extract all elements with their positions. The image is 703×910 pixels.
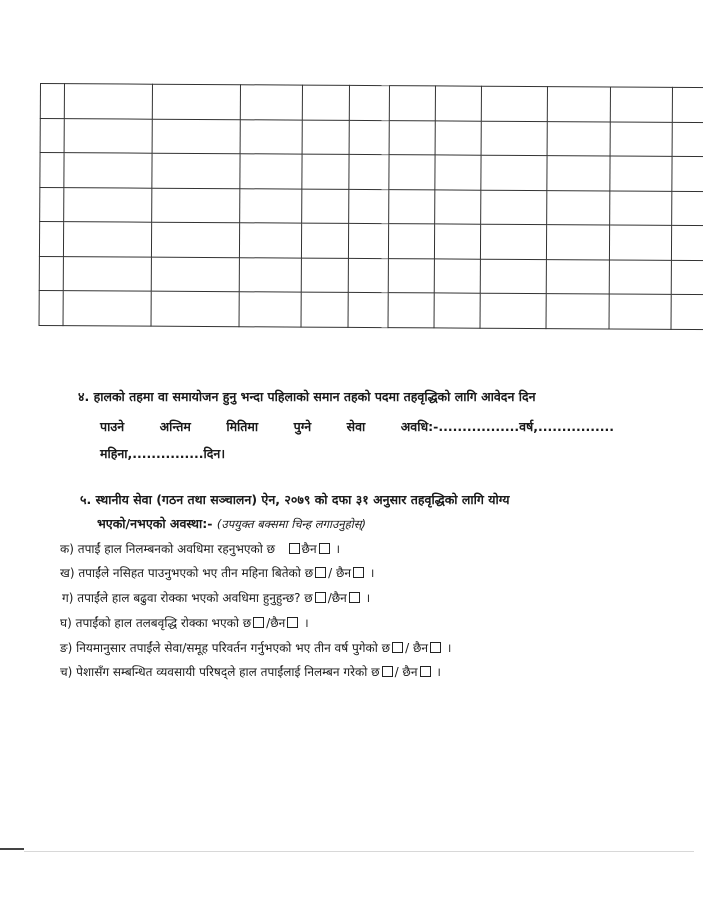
yes-checkbox[interactable] bbox=[315, 592, 326, 603]
option-item bbox=[62, 591, 370, 605]
no-checkbox[interactable] bbox=[319, 543, 330, 554]
option-item bbox=[60, 616, 309, 630]
option-item bbox=[60, 566, 374, 580]
table-cell[interactable] bbox=[349, 189, 389, 224]
table-cell[interactable] bbox=[671, 226, 703, 261]
table-cell[interactable] bbox=[435, 190, 481, 225]
table-cell[interactable] bbox=[63, 291, 151, 326]
table-cell[interactable] bbox=[64, 118, 152, 153]
option-label: ङ) bbox=[60, 641, 73, 655]
option-text: पेशासँग सम्बन्धित व्यवसायी परिषद्ले हाल तपाईंलाई निलम्बन गरेको छ bbox=[76, 665, 380, 679]
table-cell[interactable] bbox=[609, 225, 671, 260]
table-cell[interactable] bbox=[151, 292, 239, 327]
table-row bbox=[40, 84, 703, 123]
table-cell[interactable] bbox=[610, 191, 672, 226]
table-cell[interactable] bbox=[480, 259, 546, 294]
table-cell[interactable] bbox=[40, 153, 64, 188]
option-end: । bbox=[369, 566, 375, 580]
option-end: । bbox=[436, 665, 441, 679]
table-row bbox=[40, 153, 703, 192]
no-checkbox[interactable] bbox=[287, 617, 298, 628]
option-text: तपाईंको हाल तलबवृद्धि रोक्का भएको छ bbox=[75, 616, 252, 630]
table-cell[interactable] bbox=[64, 187, 152, 222]
table-cell[interactable] bbox=[349, 155, 389, 190]
q5-status-label: भएको/नभएको अवस्था:- bbox=[97, 516, 213, 531]
q5-text: स्थानीय सेवा (गठन तथा सञ्चालन) ऐन, २०७९ को दफा ३१ अनुसार तहवृद्धिको लागि योग्य bbox=[95, 492, 510, 507]
blank-record-table bbox=[39, 83, 703, 330]
table-cell[interactable] bbox=[39, 222, 63, 257]
option-item bbox=[60, 665, 441, 679]
table-cell[interactable] bbox=[301, 258, 348, 293]
option-end: । bbox=[446, 641, 452, 655]
table-cell[interactable] bbox=[40, 187, 64, 222]
no-label: / छैन bbox=[394, 665, 418, 679]
table-cell[interactable] bbox=[151, 222, 239, 257]
table-cell[interactable] bbox=[40, 84, 64, 119]
scan-edge-shadow bbox=[24, 851, 694, 852]
table-cell[interactable] bbox=[152, 188, 240, 223]
table-cell[interactable] bbox=[434, 293, 480, 328]
table-cell[interactable] bbox=[152, 153, 240, 188]
yes-checkbox[interactable] bbox=[253, 617, 264, 628]
table-cell[interactable] bbox=[481, 190, 547, 225]
q4-word: मितिमा bbox=[226, 419, 259, 434]
table-row bbox=[40, 118, 703, 157]
q4-line2 bbox=[100, 419, 614, 434]
option-label: ख) bbox=[60, 566, 75, 580]
table-row bbox=[39, 291, 703, 330]
table-cell[interactable] bbox=[240, 188, 302, 223]
table-cell[interactable] bbox=[546, 225, 609, 260]
table-cell[interactable] bbox=[349, 85, 389, 120]
table-cell[interactable] bbox=[301, 292, 348, 327]
option-end: । bbox=[304, 616, 309, 630]
table-cell[interactable] bbox=[239, 292, 301, 327]
table-cell[interactable] bbox=[63, 222, 151, 257]
table-cell[interactable] bbox=[672, 122, 703, 157]
no-checkbox[interactable] bbox=[353, 567, 364, 578]
q5-number: ५. bbox=[80, 492, 92, 507]
table-cell[interactable] bbox=[389, 120, 435, 155]
table-cell[interactable] bbox=[610, 122, 672, 157]
option-item bbox=[60, 542, 340, 556]
table-cell[interactable] bbox=[671, 260, 703, 295]
q4-service-duration-blank[interactable]: अवधि:-.................वर्ष,................ bbox=[400, 419, 614, 434]
table-cell[interactable] bbox=[434, 224, 480, 259]
table-cell[interactable] bbox=[39, 291, 63, 326]
scan-edge-line bbox=[0, 848, 24, 850]
table-cell[interactable] bbox=[609, 294, 671, 329]
q4-word: पुग्ने bbox=[293, 419, 312, 434]
table-cell[interactable] bbox=[609, 260, 671, 295]
table-cell[interactable] bbox=[240, 154, 302, 189]
table-cell[interactable] bbox=[435, 86, 481, 121]
table-cell[interactable] bbox=[672, 87, 703, 122]
table-cell[interactable] bbox=[39, 256, 63, 291]
table-row bbox=[39, 256, 703, 295]
table-cell[interactable] bbox=[349, 120, 389, 155]
q5-hint: (उपयुक्त बक्समा चिन्ह लगाउनुहोस्) bbox=[216, 517, 367, 531]
no-checkbox[interactable] bbox=[430, 642, 441, 653]
table-cell[interactable] bbox=[240, 85, 302, 120]
table-cell[interactable] bbox=[547, 121, 610, 156]
table-cell[interactable] bbox=[481, 86, 547, 121]
table-cell[interactable] bbox=[388, 293, 434, 328]
table-cell[interactable] bbox=[389, 86, 435, 121]
no-checkbox[interactable] bbox=[420, 666, 431, 677]
q4-word: पाउने bbox=[100, 419, 125, 434]
yes-checkbox[interactable] bbox=[392, 642, 403, 653]
table-cell[interactable] bbox=[547, 156, 610, 191]
yes-checkbox[interactable] bbox=[382, 666, 393, 677]
no-label: छैन bbox=[301, 542, 317, 556]
q4-line3[interactable]: महिना,...............दिन। bbox=[100, 446, 226, 461]
table-cell[interactable] bbox=[152, 84, 240, 119]
table-cell[interactable] bbox=[152, 119, 240, 154]
table-cell[interactable] bbox=[672, 191, 703, 226]
option-text: तपाईं हाल निलम्बनको अवधिमा रहनुभएको छ bbox=[77, 542, 276, 556]
table-cell[interactable] bbox=[547, 190, 610, 225]
no-label: /छैन bbox=[327, 591, 347, 605]
option-end: । bbox=[365, 591, 371, 605]
q4-text: हालको तहमा वा समायोजन हुनु भन्दा पहिलाको समान तहको पदमा तहवृद्धिको लागि आवेदन दिन bbox=[93, 389, 536, 404]
table-cell[interactable] bbox=[302, 85, 349, 120]
option-label: घ) bbox=[60, 616, 72, 630]
option-text: तपाईंले नसिहत पाउनुभएको भए तीन महिना बितेको छ bbox=[78, 566, 314, 580]
table-cell[interactable] bbox=[480, 224, 546, 259]
no-label: / छैन bbox=[328, 566, 352, 580]
table-row bbox=[40, 187, 703, 226]
q4-line1 bbox=[78, 389, 536, 404]
table-cell[interactable] bbox=[610, 87, 672, 122]
table-cell[interactable] bbox=[388, 224, 434, 259]
q4-word: सेवा bbox=[346, 419, 366, 434]
table-cell[interactable] bbox=[63, 256, 151, 291]
table-cell[interactable] bbox=[151, 257, 239, 292]
table-row bbox=[39, 222, 703, 261]
table-cell[interactable] bbox=[301, 223, 348, 258]
table-cell[interactable] bbox=[546, 294, 609, 329]
option-end: । bbox=[335, 542, 341, 556]
table-cell[interactable] bbox=[610, 156, 672, 191]
table-cell[interactable] bbox=[348, 293, 388, 328]
option-label: च) bbox=[60, 665, 73, 679]
table-cell[interactable] bbox=[435, 120, 481, 155]
yes-checkbox[interactable] bbox=[289, 543, 300, 554]
option-text: तपाईंले हाल बढुवा रोक्का भएको अवधिमा हुनुहुन्छ? छ bbox=[77, 591, 313, 605]
no-checkbox[interactable] bbox=[349, 592, 360, 603]
table-cell[interactable] bbox=[239, 258, 301, 293]
table-cell[interactable] bbox=[435, 155, 481, 190]
yes-checkbox[interactable] bbox=[315, 567, 326, 578]
table-cell[interactable] bbox=[64, 153, 152, 188]
table-cell[interactable] bbox=[434, 259, 480, 294]
q4-word: अन्तिम bbox=[159, 419, 191, 434]
table-cell[interactable] bbox=[348, 224, 388, 259]
table-cell[interactable] bbox=[389, 189, 435, 224]
no-label: / छैन bbox=[405, 641, 429, 655]
table-cell[interactable] bbox=[302, 154, 349, 189]
table-cell[interactable] bbox=[672, 156, 703, 191]
table-cell[interactable] bbox=[240, 119, 302, 154]
q5-line2 bbox=[97, 516, 366, 532]
table-cell[interactable] bbox=[64, 84, 152, 119]
table-cell[interactable] bbox=[546, 259, 609, 294]
option-label: ग) bbox=[62, 591, 74, 605]
table-cell[interactable] bbox=[302, 120, 349, 155]
table-cell[interactable] bbox=[239, 223, 301, 258]
q4-number: ४. bbox=[78, 389, 90, 404]
table-cell[interactable] bbox=[547, 87, 610, 122]
table-cell[interactable] bbox=[481, 155, 547, 190]
table-cell[interactable] bbox=[480, 294, 546, 329]
no-label: /छैन bbox=[266, 616, 286, 630]
table-cell[interactable] bbox=[481, 121, 547, 156]
table-cell[interactable] bbox=[348, 258, 388, 293]
table-cell[interactable] bbox=[388, 258, 434, 293]
option-label: क) bbox=[60, 542, 74, 556]
q5-line1 bbox=[80, 492, 509, 507]
table-cell[interactable] bbox=[302, 189, 349, 224]
table-cell[interactable] bbox=[40, 118, 64, 153]
option-item bbox=[60, 641, 451, 655]
option-text: नियमानुसार तपाईंले सेवा/समूह परिवर्तन गर्नुभएको भए तीन वर्ष पुगेको छ bbox=[76, 641, 391, 655]
table-cell[interactable] bbox=[389, 155, 435, 190]
table-cell[interactable] bbox=[671, 295, 703, 330]
